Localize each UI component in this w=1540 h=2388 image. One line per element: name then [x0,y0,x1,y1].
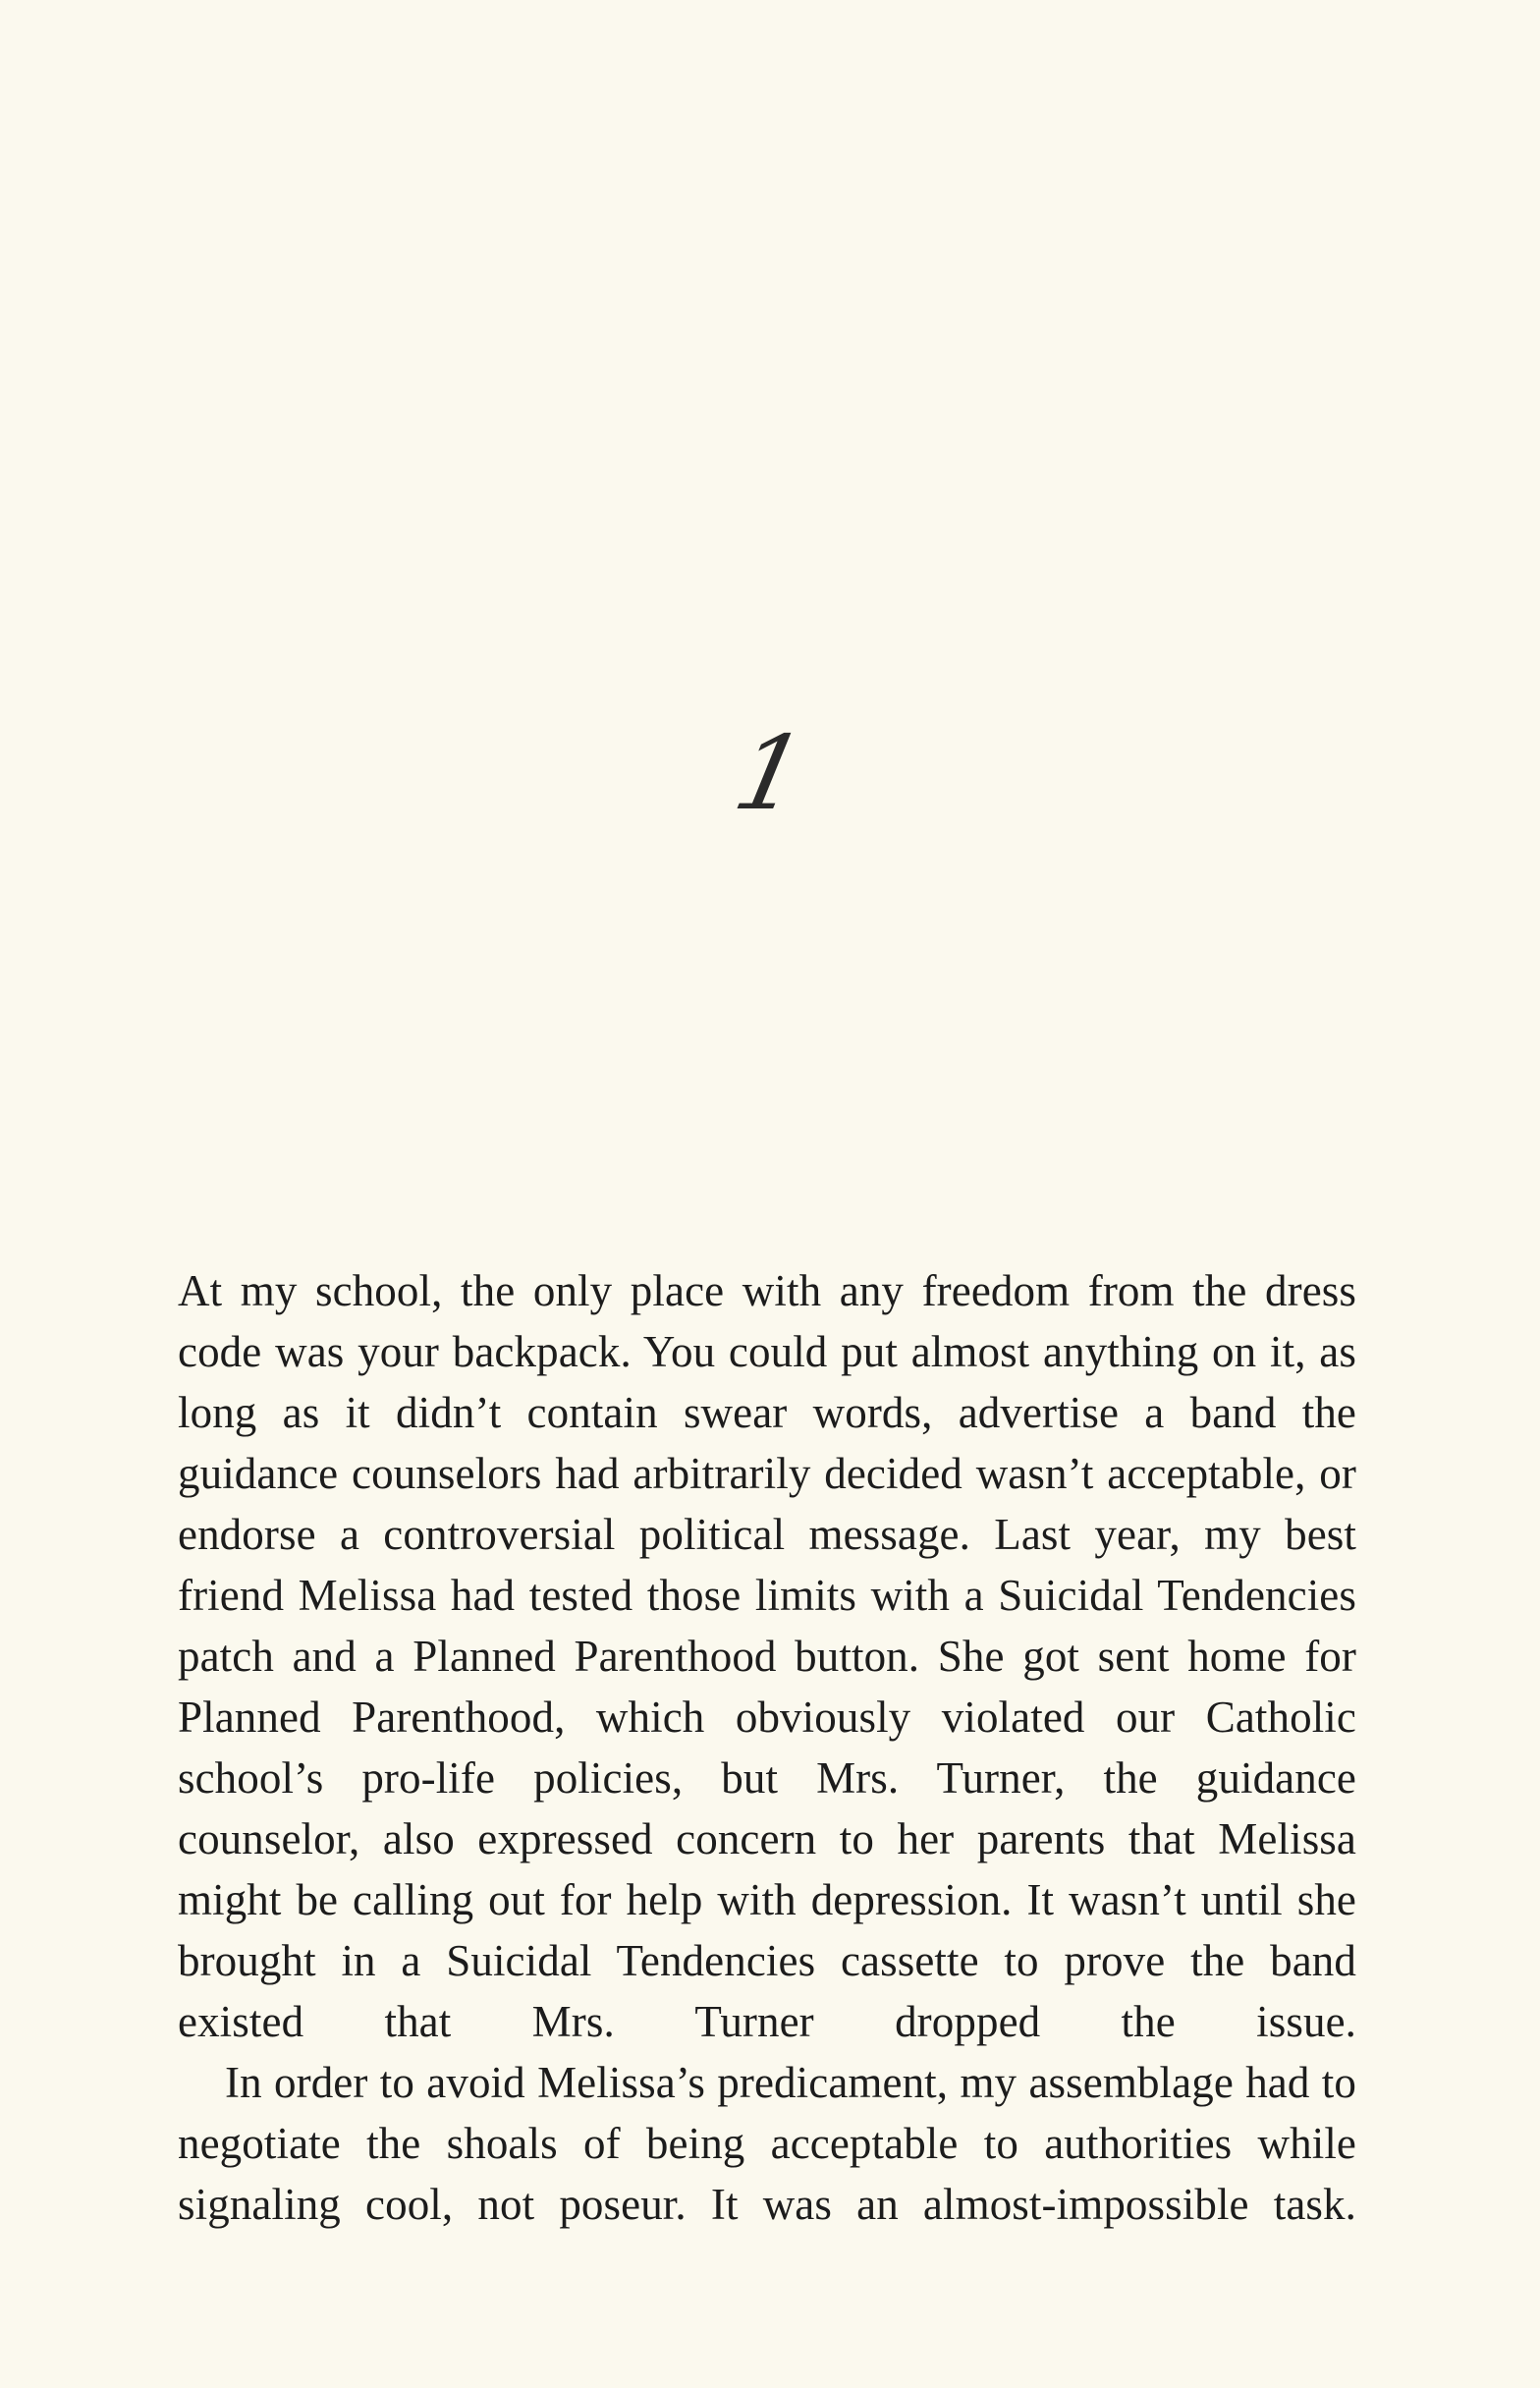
chapter-number: 1 [724,713,816,833]
chapter-body [178,1260,1356,2235]
paragraph-2: In order to avoid Melissa’s predicament, my assemblage had to negotiate the shoals of being acceptable to authorities while signaling cool, not poseur. It was an almost-impossible task. [178,2058,1356,2229]
paragraph-1: At my school, the only place with any freedom from the dress code was your backpack. You could put almost anything on it, as long as it didn’t contain swear words, advertise a band the guidance counselors had arbitrarily decided wasn’t acceptable, or endorse a controversial political message. Last year, my best friend Melissa had tested those limits with a Suicidal Tendencies patch and a Planned Parenthood button. She got sent home for Planned Parenthood, which obviously violated our Catholic school’s pro-life policies, but Mrs. Turner, the guidance counselor, also expressed concern to her parents that Melissa might be calling out for help with depression. It wasn’t until she brought in a Suicidal Tendencies cassette to prove the band existed that Mrs. Turner dropped the issue. [178,1266,1356,2046]
